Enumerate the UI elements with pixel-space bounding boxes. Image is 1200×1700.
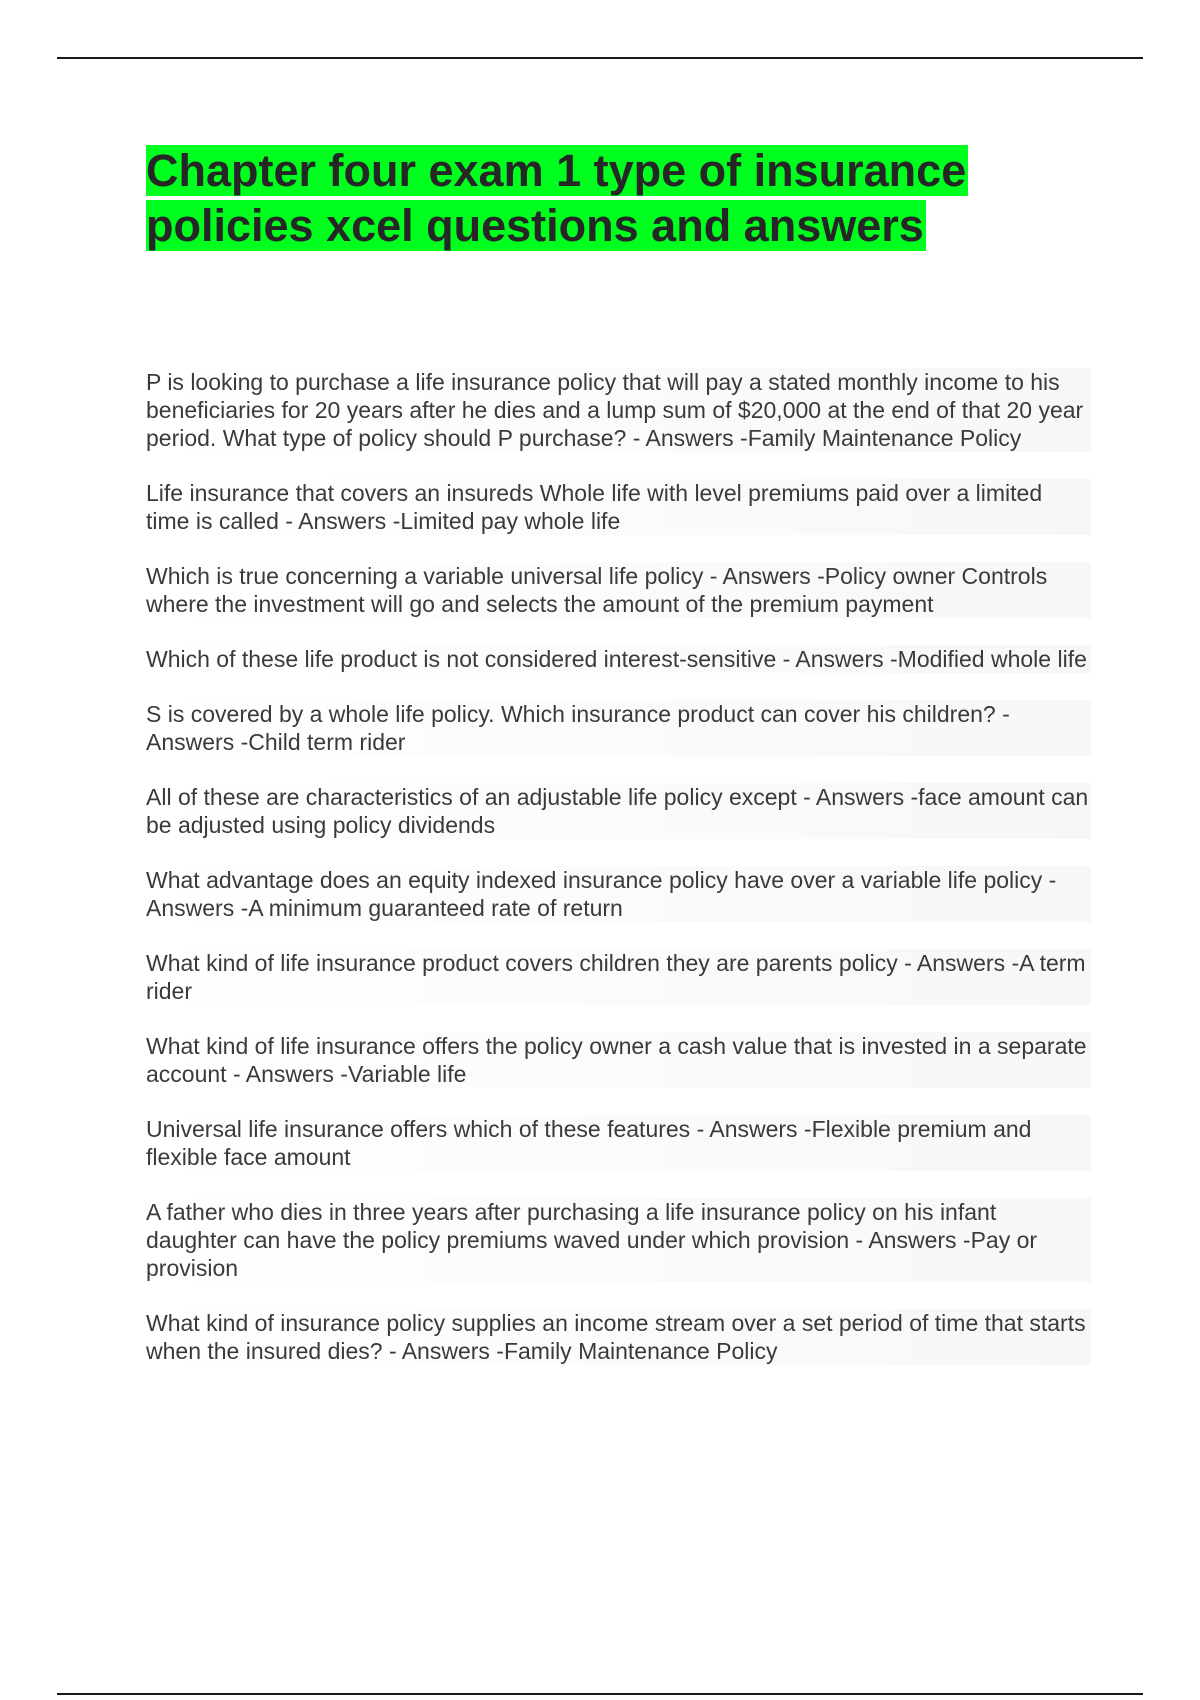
qa-item: P is looking to purchase a life insurance policy that will pay a stated monthly income to his beneficiaries for 20 years after he dies and a lump sum of $20,000 at the end of that 20 year period. What type of policy should P purchase? - Answers -Family Maintenance Policy (146, 368, 1091, 452)
qa-item: Which of these life product is not considered interest-sensitive - Answers -Modified whole life (146, 645, 1091, 673)
qa-item: Life insurance that covers an insureds Whole life with level premiums paid over a limited time is called - Answers -Limited pay whole life (146, 479, 1091, 535)
qa-item: What kind of insurance policy supplies an income stream over a set period of time that starts when the insured dies? - Answers -Family Maintenance Policy (146, 1309, 1091, 1365)
qa-item: All of these are characteristics of an adjustable life policy except - Answers -face amount can be adjusted using policy dividends (146, 783, 1091, 839)
qa-item: What kind of life insurance offers the policy owner a cash value that is invested in a separate account - Answers -Variable life (146, 1032, 1091, 1088)
qa-item: What kind of life insurance product covers children they are parents policy - Answers -A term rider (146, 949, 1091, 1005)
qa-item: Which is true concerning a variable universal life policy - Answers -Policy owner Controls where the investment will go and selects the amount of the premium payment (146, 562, 1091, 618)
header-rule (57, 57, 1143, 59)
document-title (146, 143, 1046, 253)
qa-item: What advantage does an equity indexed insurance policy have over a variable life policy - Answers -A minimum guaranteed rate of return (146, 866, 1091, 922)
qa-item: Universal life insurance offers which of these features - Answers -Flexible premium and flexible face amount (146, 1115, 1091, 1171)
footer-rule (57, 1693, 1143, 1695)
qa-list (146, 368, 1091, 1392)
qa-item: A father who dies in three years after purchasing a life insurance policy on his infant daughter can have the policy premiums waved under which provision - Answers -Pay or provision (146, 1198, 1091, 1282)
qa-item: S is covered by a whole life policy. Which insurance product can cover his children? - Answers -Child term rider (146, 700, 1091, 756)
title-highlight: Chapter four exam 1 type of insurance policies xcel questions and answers (146, 145, 967, 251)
